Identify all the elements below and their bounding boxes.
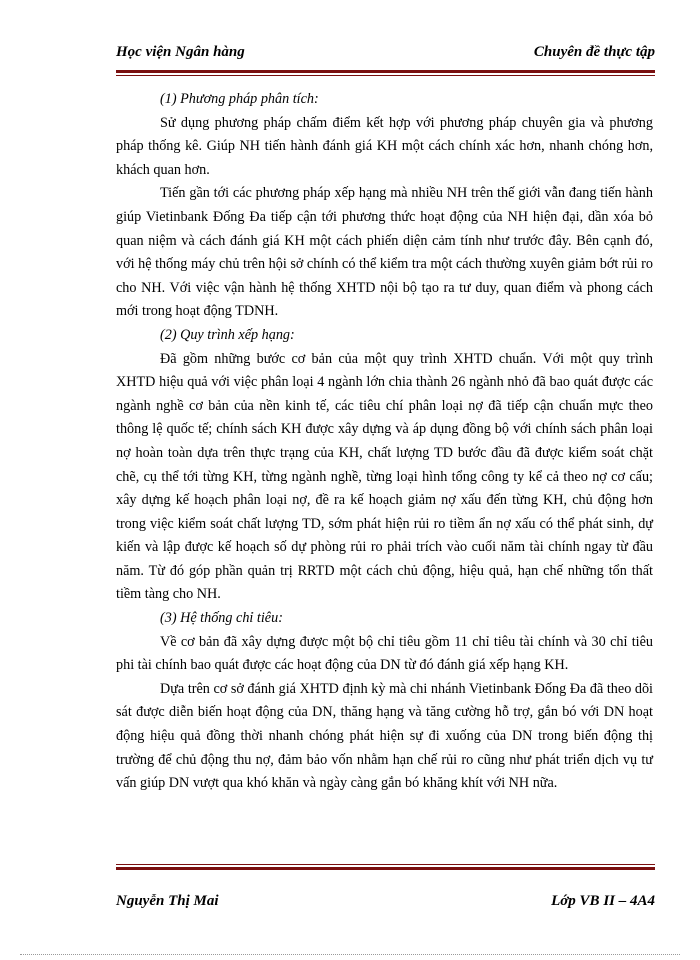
body-text xyxy=(116,88,653,796)
paragraph-1: Sử dụng phương pháp chấm điểm kết hợp với phương pháp chuyên gia và phương pháp thống kê. Giúp NH tiến hành đánh giá KH một cách chính xác hơn, nhanh chóng hơn, khách quan hơn. xyxy=(116,114,653,178)
header-rule-thin xyxy=(116,75,655,76)
header-institution: Học viện Ngân hàng xyxy=(116,44,245,60)
section-heading-3: (3) Hệ thống chỉ tiêu: xyxy=(160,610,283,627)
page-bottom-dotted-line xyxy=(20,954,680,955)
footer-rule-thick xyxy=(116,867,655,870)
footer-class: Lớp VB II – 4A4 xyxy=(551,893,655,909)
footer-rule-thin xyxy=(116,864,655,865)
header-document-type: Chuyên đề thực tập xyxy=(533,44,655,60)
section-heading-1: (1) Phương pháp phân tích: xyxy=(160,91,319,107)
paragraph-3: Đã gồm những bước cơ bản của một quy trình XHTD chuẩn. Với một quy trình XHTD hiệu quả với việc phân loại 4 ngành lớn chia thành 26 ngành nhỏ đã bao quát được các ngành nghề cơ bản của nền kinh tế, các tiêu chí phân loại nợ đã tiếp cận chuẩn mực theo thông lệ quốc tế; chính sách KH được xây dựng và áp dụng đồng bộ với chính sách phân loại nợ hoàn toàn dựa trên thực trạng của KH, chất lượng TD bước đầu đã được kiểm soát chặt chẽ, cụ thể tới từng KH, từng ngành nghề, từng loại hình tổng công ty kể cả theo nợ cơ cấu; xây dựng kế hoạch phân loại nợ, đề ra kế hoạch giảm nợ xấu đến từng KH, chủ động hơn trong việc kiểm soát chất lượng TD, sớm phát hiện rủi ro tiềm ẩn nợ xấu có thể phát sinh, dự kiến và lập được kế hoạch số dự phòng rủi ro phải trích vào cuối năm tài chính ngay từ đầu năm. Từ đó góp phần quản trị RRTD một cách chủ động, hiệu quả, hạn chế những tổn thất tiềm tàng cho NH. xyxy=(116,350,653,603)
paragraph-2: Tiến gần tới các phương pháp xếp hạng mà nhiều NH trên thế giới vẫn đang tiến hành giúp Vietinbank Đống Đa tiếp cận tới phương thức hoạt động của NH hiện đại, dần xóa bỏ quan niệm và cách đánh giá KH một cách phiến diện cảm tính như trước đây. Bên cạnh đó, với hệ thống máy chủ trên hội sở chính có thể kiểm tra một cách thường xuyên giảm bớt rủi ro cho NH. Với việc vận hành hệ thống XHTD nội bộ tạo ra tư duy, quan điểm và phong cách mới trong hoạt động TDNH. xyxy=(116,185,653,320)
header-rule-thick xyxy=(116,70,655,73)
paragraph-4: Về cơ bản đã xây dựng được một bộ chỉ tiêu gồm 11 chỉ tiêu tài chính và 30 chỉ tiêu phi tài chính bao quát được các hoạt động của DN từ đó đánh giá xếp hạng KH. xyxy=(116,633,653,674)
footer-author: Nguyễn Thị Mai xyxy=(116,893,219,909)
section-heading-2: (2) Quy trình xếp hạng: xyxy=(160,326,295,343)
paragraph-5: Dựa trên cơ sở đánh giá XHTD định kỳ mà chi nhánh Vietinbank Đống Đa đã theo dõi sát được diễn biến hoạt động của DN, thăng hạng và tăng cường hỗ trợ, gắn bó với DN hoạt động hiệu quả đồng thời nhanh chóng phát hiện sự đi xuống của DN trong biến động thị trường để chủ động thu nợ, đảm bảo vốn nhằm hạn chế rủi ro cũng như phát triển dịch vụ tư vấn giúp DN vượt qua khó khăn và ngày càng gắn bó khăng khít với NH nữa. xyxy=(116,680,653,792)
